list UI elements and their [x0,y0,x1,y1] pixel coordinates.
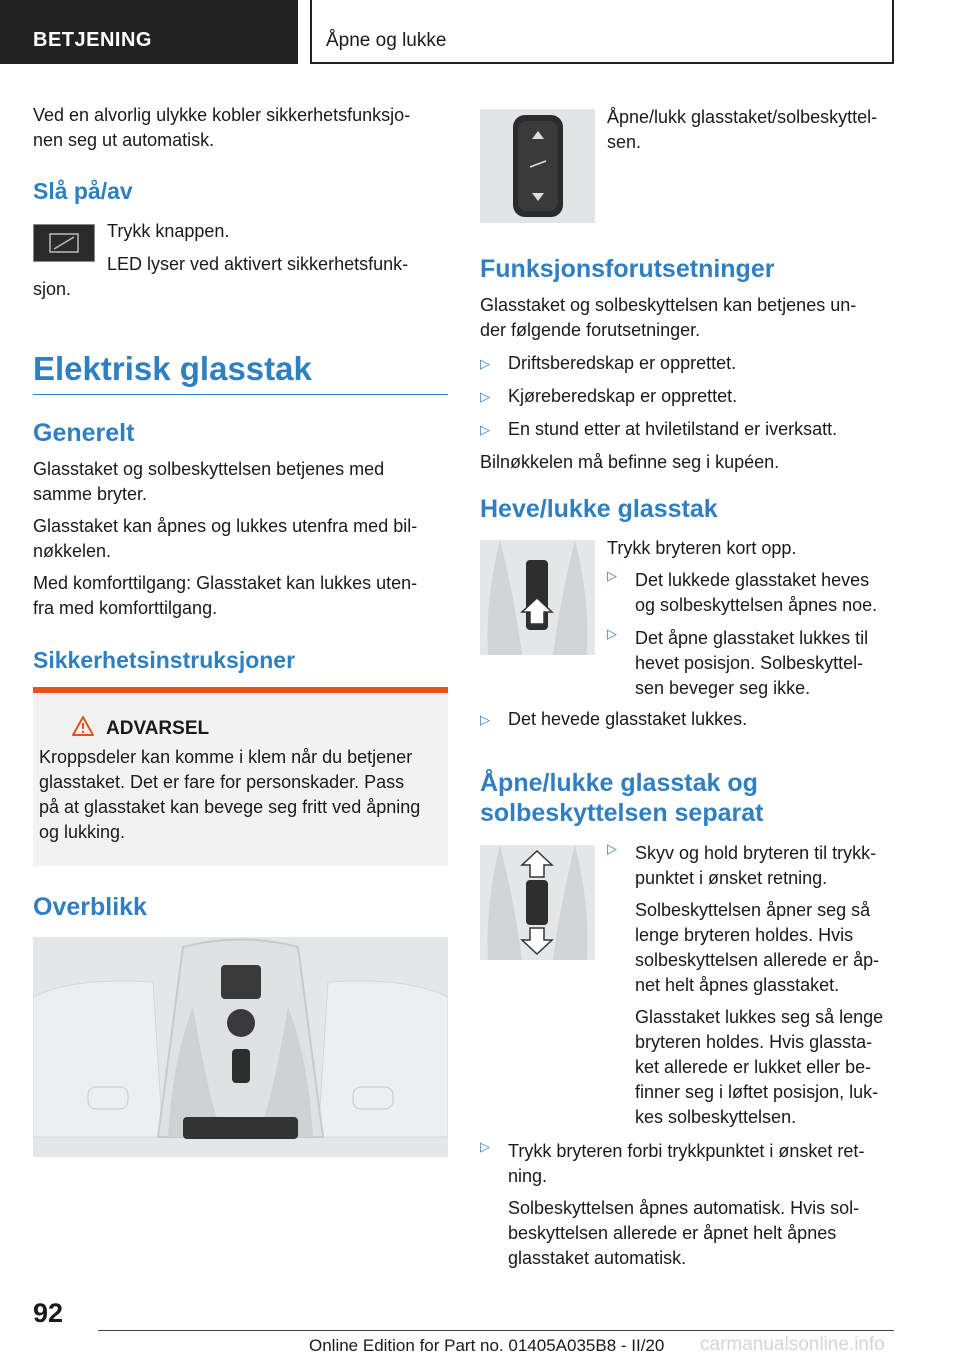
list-item: ▷ En stund etter at hviletilstand er iverksatt. [480,417,900,442]
sla-text: Trykk knappen. [107,221,230,241]
warning-label: ADVARSEL [106,718,210,739]
header-chapter-label: Åpne og lukke [326,30,447,51]
body-line: Glasstaket og solbeskyttelsen kan betjenes un- [480,295,857,315]
section-title-apne: solbeskyttelsen separat [480,799,764,827]
list-item: ▷ Det åpne glasstaket lukkes til hevet posisjon. Solbeskyttel- sen beveger seg ikke. [607,626,869,698]
intro-line: Ved en alvorlig ulykke kobler sikkerhetsfunksjo- [33,105,411,125]
footer-watermark: carmanualsonline.info [700,1334,885,1355]
sla-text: LED lyser ved aktivert sikkerhetsfunk- [107,254,409,274]
title-rule [33,394,448,395]
bullet-icon: ▷ [480,1139,490,1154]
main-title: Elektrisk glasstak [33,350,312,387]
warning-line: på at glasstaket kan bevege seg fritt ved åpning [39,797,421,817]
section-title-funksjon: Funksjonsforutsetninger [480,255,775,283]
list-item: ▷ Driftsberedskap er opprettet. [480,351,900,376]
footer-rule [98,1330,894,1331]
bullet-icon: ▷ [480,422,490,437]
intro-line: nen seg ut automatisk. [33,130,215,150]
warning-line: glasstaket. Det er fare for personskader. Pass [39,772,405,792]
bullet-icon: ▷ [480,389,490,404]
switch-caption: sen. [607,132,642,152]
bullet-icon: ▷ [480,712,490,727]
overview-image [33,937,448,1157]
body-line: fra med komforttilgang. [33,598,218,618]
list-item: ▷ Trykk bryteren forbi trykkpunktet i ønsket ret- ning. Solbeskyttelsen åpnes automatisk. Hvis sol- beskyttelsen allerede er åpnet helt åpnes glasstaket automatisk. [480,1139,865,1268]
header-section-label: BETJENING [33,29,152,51]
switch-image [480,109,595,223]
body-line: samme bryter. [33,484,148,504]
list-item: ▷ Skyv og hold bryteren til trykk- punktet i ønsket retning. Solbeskyttelsen åpner seg så lenge bryteren holdes. Hvis solbeskyttelsen allerede er åp- net helt åpnes glasstaket. Glasstaket lukkes seg så lenge bryteren holdes. Hvis glassta- ket allerede er lukket eller be- finner seg i løftet posisjon, luk- kes solbeskyttelsen. [607,841,884,1127]
list-item: ▷ Det hevede glasstaket lukkes. [480,707,960,732]
body-line: Glasstaket og solbeskyttelsen betjenes med [33,459,385,479]
sla-text: sjon. [33,279,72,299]
warning-triangle-icon [71,715,95,742]
bullet-icon: ▷ [607,626,617,641]
heve-image [480,540,595,655]
warning-box [33,687,448,866]
section-title-overblikk: Overblikk [33,893,147,921]
warning-line: og lukking. [39,822,126,842]
section-title-generelt: Generelt [33,419,135,447]
section-title-sikkerhet: Sikkerhetsinstruksjoner [33,647,296,673]
page-number: 92 [33,1298,64,1328]
bullet-icon: ▷ [607,841,617,856]
list-item: ▷ Kjøreberedskap er opprettet. [480,384,900,409]
body-line: der følgende forutsetninger. [480,320,701,340]
body-line: Trykk bryteren kort opp. [607,538,797,558]
footer-edition: Online Edition for Part no. 01405A035B8 - II/20 [309,1336,665,1355]
section-title-heve: Heve/lukke glasstak [480,495,718,523]
bullet-icon: ▷ [480,356,490,371]
list-item: ▷ Det lukkede glasstaket heves og solbeskyttelsen åpnes noe. [607,568,878,615]
body-line: Glasstaket kan åpnes og lukkes utenfra med bil- [33,516,418,536]
switch-caption: Åpne/lukk glasstaket/solbeskyttel- [607,107,878,127]
body-line: Med komforttilgang: Glasstaket kan lukkes uten- [33,573,418,593]
button-icon-image [33,224,95,262]
section-title-sla: Slå på/av [33,178,133,204]
section-title-apne: Åpne/lukke glasstak og [480,769,758,797]
body-line: Bilnøkkelen må befinne seg i kupéen. [480,452,780,472]
bullet-icon: ▷ [607,568,617,583]
body-line: nøkkelen. [33,541,112,561]
warning-line: Kroppsdeler kan komme i klem når du betjener [39,747,413,767]
apne-image [480,845,595,960]
